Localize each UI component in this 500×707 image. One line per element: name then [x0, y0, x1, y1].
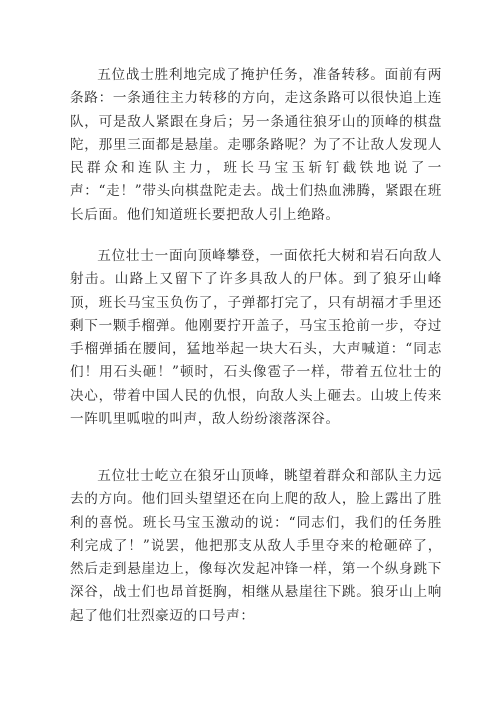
paragraph-1: 五位战士胜利地完成了掩护任务，准备转移。面前有两条路：一条通往主力转移的方向，走这条路可以很快追上连队，可是敌人紧跟在身后；另一条通往狼牙山的顶峰的棋盘陀，那里三面都是悬崖。走哪条路呢？为了不让敌人发现人民群众和连队主力，班长马宝玉斩钉截铁地说了一声：“走！”带头向棋盘陀走去。战士们热血沸腾，紧跟在班长后面。他们知道班长要把敌人引上绝路。: [70, 67, 442, 223]
paragraph-2: 五位壮士一面向顶峰攀登，一面依托大树和岩石向敌人射击。山路上又留下了许多具敌人的尸体。到了狼牙山峰顶，班长马宝玉负伤了，子弹都打完了，只有胡福才手里还剩下一颗手榴弹。他刚要拧开盖子，马宝玉抢前一步，夺过手榴弹插在腰间，猛地举起一块大石头，大声喊道：“同志们！用石头砸！”顿时，石头像雹子一样，带着五位壮士的决心，带着中国人民的仇恨，向敌人头上砸去。山坡上传来一阵叽里呱啦的叫声，敌人纷纷滚落深谷。: [70, 248, 442, 428]
paragraph-3: 五位壮士屹立在狼牙山顶峰，眺望着群众和部队主力远去的方向。他们回头望望还在向上爬的敌人，脸上露出了胜利的喜悦。班长马宝玉激动的说：“同志们，我们的任务胜利完成了！”说罢，他把那支从敌人手里夺来的枪砸碎了，然后走到悬崖边上，像每次发起冲锋一样，第一个纵身跳下深谷，战士们也昂首挺胸，相继从悬崖往下跳。狼牙山上响起了他们壮烈豪迈的口号声：: [70, 468, 442, 624]
